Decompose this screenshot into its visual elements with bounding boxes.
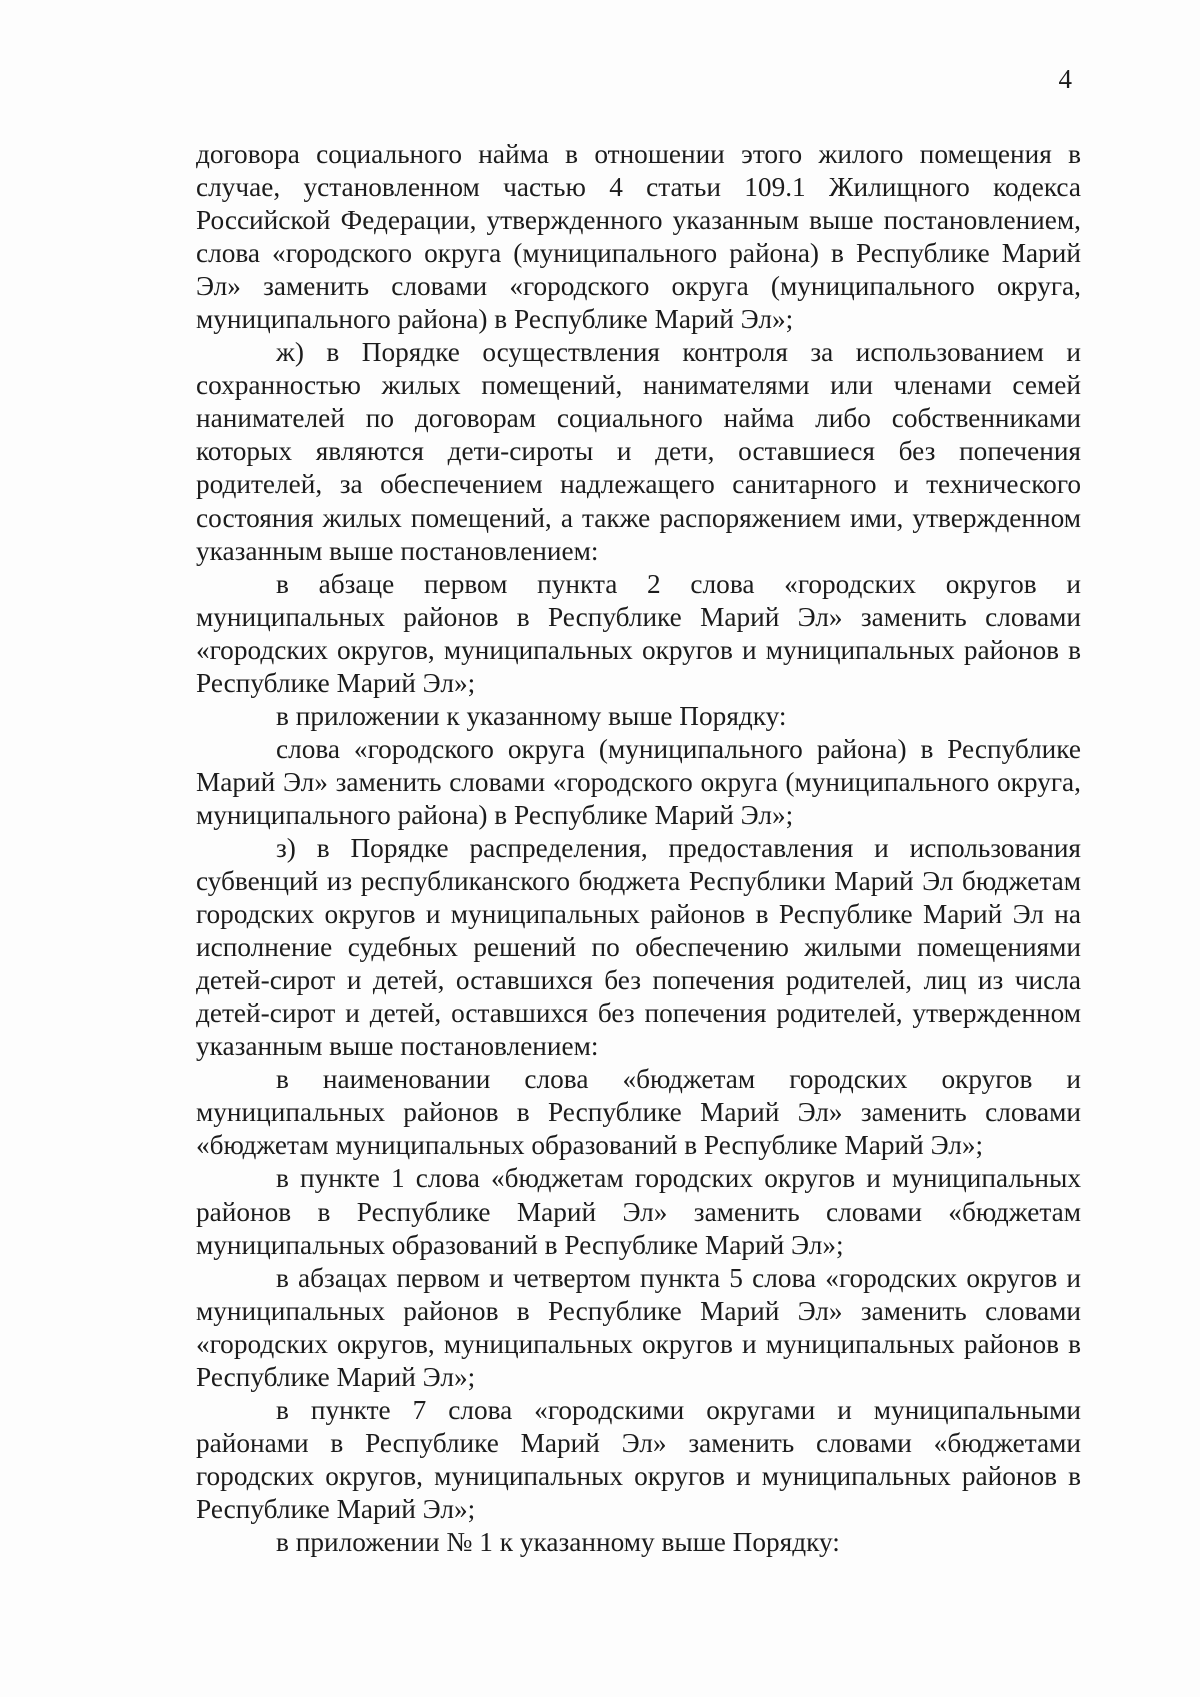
paragraph-item-zh-appendix-words: слова «городского округа (муниципального района) в Республике Марий Эл» заменить словами «городского округа (муниципального округа, муниципального района) в Республике Марий Эл»; (196, 733, 1081, 830)
paragraph-item-zh-appendix: в приложении к указанному выше Порядку: (276, 700, 787, 731)
paragraph-continuation: договора социального найма в отношении этого жилого помещения в случае, установленном частью 4 статьи 109.1 Жилищного кодекса Российской Федерации, утвержденного указанным выше постановлением, слова «городского округа (муниципального района) в Республике Марий Эл» заменить словами «городского округа (муниципального округа, муниципального района) в Республике Марий Эл»; (196, 139, 1081, 335)
paragraph-item-z-point-7: в пункте 7 слова «городскими округами и муниципальными районами в Республике Марий Эл» заменить словами «бюджетами городских округов, муниципальных округов и муниципальных районов в Республике Марий Эл»; (196, 1394, 1081, 1524)
paragraph-item-z: з) в Порядке распределения, предоставления и использования субвенций из республиканского бюджета Республики Марий Эл бюджетам городских округов и муниципальных районов в Республике Марий Эл на исполнение судебных решений по обеспечению жилыми помещениями детей-сирот и детей, оставшихся без попечения родителей, лиц из числа детей-сирот и детей, оставшихся без попечения родителей, утвержденном указанным выше постановлением: (196, 832, 1081, 1062)
paragraph-item-z-point-1: в пункте 1 слова «бюджетам городских округов и муниципальных районов в Республике Марий Эл» заменить словами «бюджетам муниципальных образований в Республике Марий Эл»; (196, 1163, 1081, 1260)
paragraph-item-zh: ж) в Порядке осуществления контроля за использованием и сохранностью жилых помещений, нанимателями или членами семей нанимателей по договорам социального найма либо собственниками которых являются дети-сироты и дети, оставшиеся без попечения родителей, за обеспечением надлежащего санитарного и технического состояния жилых помещений, а также распоряжением ими, утвержденном указанным выше постановлением: (196, 337, 1081, 566)
paragraph-item-zh-point-2: в абзаце первом пункта 2 слова «городских округов и муниципальных районов в Республике Марий Эл» заменить словами «городских округов, муниципальных округов и муниципальных районов в Республике Марий Эл»; (196, 568, 1081, 698)
paragraph-item-z-title: в наименовании слова «бюджетам городских округов и муниципальных районов в Республике Марий Эл» заменить словами «бюджетам муниципальных образований в Республике Марий Эл»; (196, 1064, 1081, 1161)
paragraph-item-z-point-5: в абзацах первом и четвертом пункта 5 слова «городских округов и муниципальных районов в Республике Марий Эл» заменить словами «городских округов, муниципальных округов и муниципальных районов в Республике Марий Эл»; (196, 1262, 1081, 1392)
document-body (196, 138, 1081, 1559)
page-number: 4 (1058, 64, 1072, 94)
paragraph-item-z-appendix-1: в приложении № 1 к указанному выше Порядку: (276, 1526, 840, 1557)
